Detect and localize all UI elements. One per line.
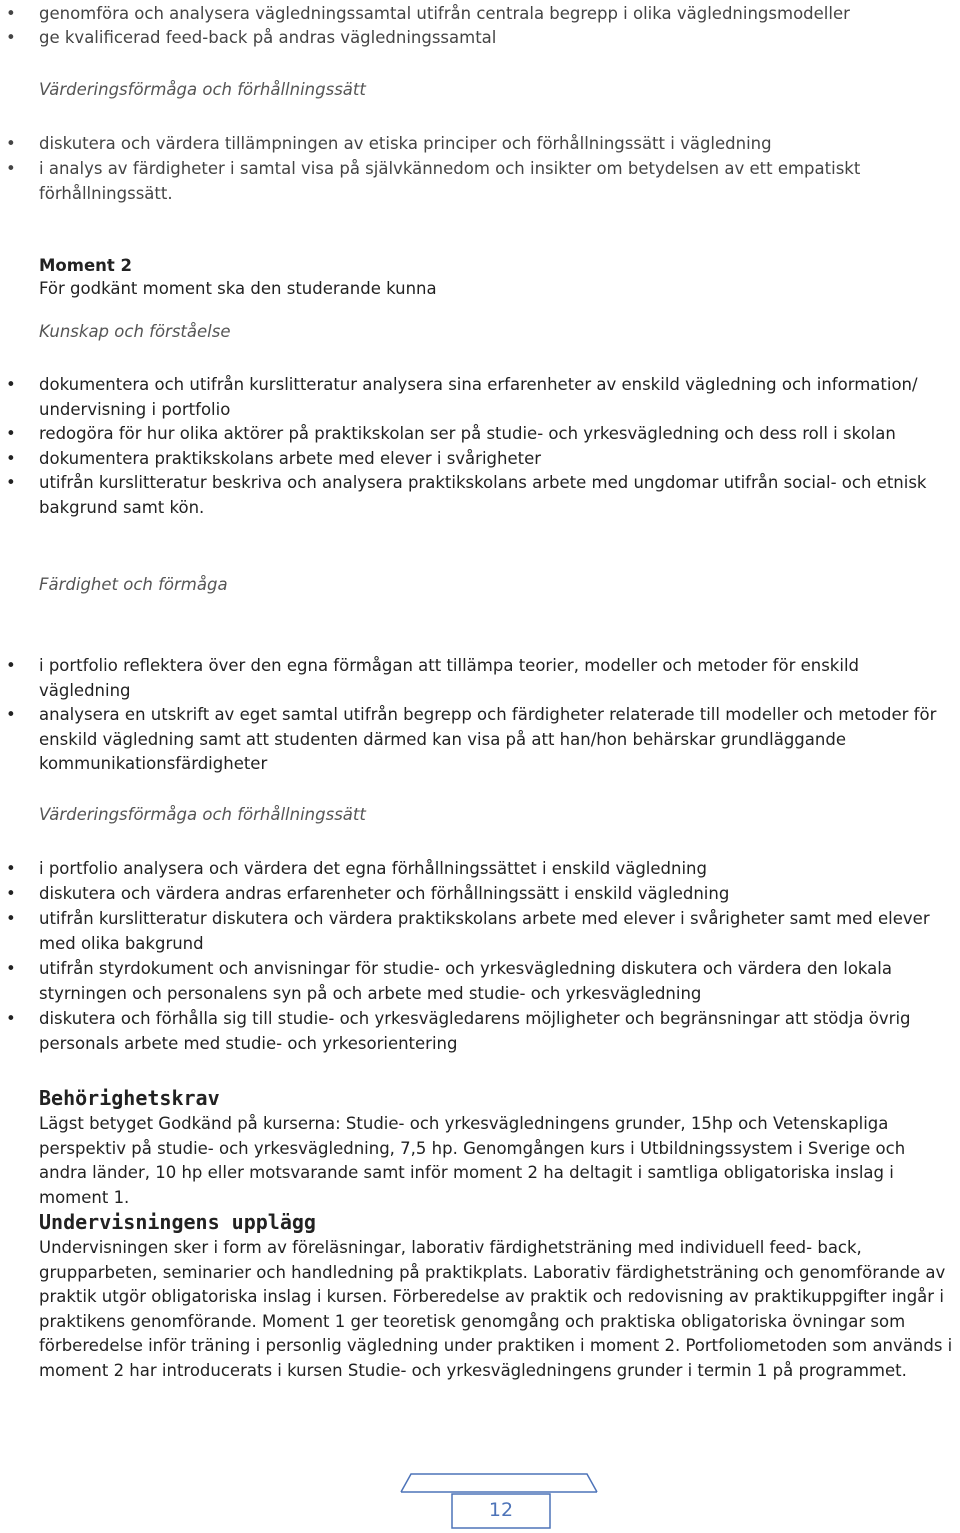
values-bullet-list-1 xyxy=(39,131,954,206)
list-item: • diskutera och värdera andras erfarenheter och förhållningssätt i enskild vägledning xyxy=(39,881,954,906)
page-number: 12 xyxy=(488,1499,514,1521)
moment-intro: För godkänt moment ska den studerande kunna xyxy=(39,279,437,298)
skills-bullet-list xyxy=(39,654,954,777)
knowledge-bullet-list xyxy=(39,373,954,521)
list-item: • i portfolio analysera och värdera det egna förhållningssättet i enskild vägledning xyxy=(39,856,954,881)
eligibility-heading: Behörighetskrav xyxy=(39,1086,220,1110)
list-item: • diskutera och värdera tillämpningen av etiska principer och förhållningssätt i vägledning xyxy=(39,131,954,156)
list-item: • utifrån styrdokument och anvisningar för studie- och yrkesvägledning diskutera och värdera den lokala styrningen och personalens syn på och arbete med studie- och yrkesvägledning xyxy=(39,956,954,1006)
list-item: • dokumentera praktikskolans arbete med elever i svårigheter xyxy=(39,447,954,472)
list-item: • diskutera och förhålla sig till studie- och yrkesvägledarens möjligheter och begränsningar att stödja övrig personals arbete med studie- och yrkesorientering xyxy=(39,1006,954,1056)
list-item: • utifrån kurslitteratur diskutera och värdera praktikskolans arbete med elever i svårigheter samt med elever med olika bakgrund xyxy=(39,906,954,956)
list-item: • ge kvalificerad feed-back på andras vägledningssamtal xyxy=(39,26,954,50)
teaching-heading: Undervisningens upplägg xyxy=(39,1210,316,1234)
list-item: • genomföra och analysera vägledningssamtal utifrån centrala begrepp i olika vägledningsmodeller xyxy=(39,2,954,26)
values-bullet-list-2 xyxy=(39,856,954,1056)
eligibility-text: Lägst betyget Godkänd på kurserna: Studie- och yrkesvägledningens grunder, 15hp och Vetenskapliga perspektiv på studie- och yrkesvägledning, 7,5 hp. Genomgången kurs i Utbildningssystem i Sverige och andra länder, 10 hp eller motsvarande samt inför moment 2 ha deltagit i samtliga obligatoriska inslag i moment 1. xyxy=(39,1114,906,1207)
moment-title: Moment 2 xyxy=(39,256,132,275)
list-item: • i analys av färdigheter i samtal visa på självkännedom och insikter om betydelsen av ett empatiskt förhållningssätt. xyxy=(39,156,954,206)
teaching-text: Undervisningen sker i form av föreläsningar, laborativ färdighetsträning med individuell feed- back, grupparbeten, seminarier och handledning på praktikplats. Laborativ färdighetsträning och genomförande av praktik utgör obligatoriska inslag i kursen. Förberedelse av praktik och redovisning av praktikuppgifter ingår i praktikens genomförande. Moment 1 ger teoretisk genomgång och praktiska obligatoriska övningar som förberedelse inför träning i personlig vägledning under praktiken i moment 2. Portfoliometoden som används i moment 2 har introducerats i kursen Studie- och yrkesvägledningens grunder i termin 1 på programmet. xyxy=(39,1238,953,1380)
section-heading-values-2: Värderingsförmåga och förhållningssätt xyxy=(39,805,366,824)
list-item: • redogöra för hur olika aktörer på praktikskolan ser på studie- och yrkesvägledning och dess roll i skolan xyxy=(39,422,954,447)
top-bullet-list xyxy=(39,2,954,50)
section-heading-values-1: Värderingsförmåga och förhållningssätt xyxy=(39,80,366,99)
section-heading-knowledge: Kunskap och förståelse xyxy=(39,322,231,341)
section-heading-skills: Färdighet och förmåga xyxy=(39,575,228,594)
list-item: • i portfolio reflektera över den egna förmågan att tillämpa teorier, modeller och metoder för enskild vägledning xyxy=(39,654,954,703)
list-item: • analysera en utskrift av eget samtal utifrån begrepp och färdigheter relaterade till modeller och metoder för enskild vägledning samt att studenten därmed kan visa på att han/hon behärskar grundläggande kommunikationsfärdigheter xyxy=(39,703,954,777)
list-item: • dokumentera och utifrån kurslitteratur analysera sina erfarenheter av enskild vägledning och information/ undervisning i portfolio xyxy=(39,373,954,422)
list-item: • utifrån kurslitteratur beskriva och analysera praktikskolans arbete med ungdomar utifrån social- och etnisk bakgrund samt kön. xyxy=(39,471,954,520)
